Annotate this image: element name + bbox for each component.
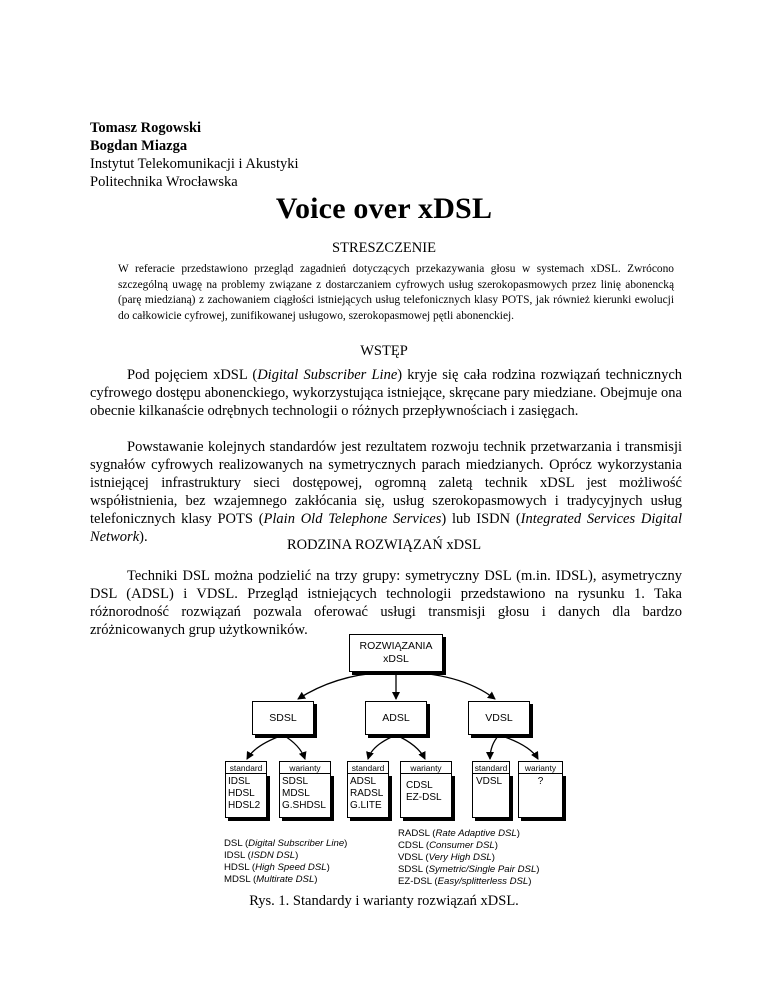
diagram-root-box (349, 634, 443, 672)
abstract-heading: STRESZCZENIE (332, 240, 436, 256)
legend-item: DSL (Digital Subscriber Line) (224, 838, 348, 849)
list-item: ? (537, 776, 544, 787)
adsl-variants-list (400, 773, 452, 818)
arrow-adsl-to-standard (368, 735, 396, 759)
legend-right (398, 828, 539, 888)
list-item: G.LITE (350, 800, 382, 811)
abstract-text: W referacie przedstawiono przegląd zagadnień dotyczących przekazywania głosu w systemach xDSL. Zwrócono szczególną uwagę na problemy związane z dostarczaniem cyfrowych usług szerokopasmowych przez linię abonencką (parę miedzianą) z zachowaniem ciągłości istniejących usług telefonicznych klasy POTS, jak również kierunki ewolucji do całkowicie cyfrowej, zunifikowanej usługowo, szerokopasmowej pętli abonenckiej. (118, 263, 674, 322)
list-item: HDSL (228, 788, 255, 799)
vdsl-box: VDSL (468, 701, 530, 735)
list-item: IDSL (228, 776, 251, 787)
arrow-root-to-vdsl (396, 672, 495, 699)
list-item: HDSL2 (228, 800, 261, 811)
vdsl-standard-list (472, 773, 510, 818)
list-item: ADSL (350, 776, 377, 787)
list-item: MDSL (282, 788, 310, 799)
list-item: G.SHDSL (282, 800, 326, 811)
list-item: VDSL (476, 776, 503, 787)
legend-item: IDSL (ISDN DSL) (224, 850, 299, 861)
intro-paragraph-2: Powstawanie kolejnych standardów jest rezultatem rozwoju technik przetwarzania i transmisji sygnałów cyfrowych realizowanych na symetrycznych parach miedzianych. Oprócz wykorzystania istniejącej infrastruktury sieci dostępowej, ogromną zaletą technik xDSL jest możliwość współistnienia, bez wzajemnego zakłócania się, usług szerokopasmowych i tradycyjnych usług telefonicznych klasy POTS (Plain Old Telephone Services) lub ISDN (Integrated Services Digital Network). (90, 439, 682, 545)
family-heading: RODZINA ROZWIĄZAŃ xDSL (286, 537, 482, 553)
arrow-adsl-to-variants (396, 735, 425, 759)
sdsl-standard-list (225, 773, 267, 818)
list-item: CDSL (406, 780, 433, 791)
sdsl-variants-header: warianty (279, 761, 331, 774)
legend-left (224, 838, 347, 886)
author-university: Politechnika Wrocławska (90, 174, 238, 190)
list-item: SDSL (282, 776, 309, 787)
legend-item: RADSL (Rate Adaptive DSL) (398, 828, 520, 839)
adsl-box: ADSL (365, 701, 427, 735)
arrow-sdsl-to-variants (283, 735, 305, 759)
author-name-2: Bogdan Miazga (90, 138, 188, 154)
vdsl-variants-header: warianty (518, 761, 563, 774)
family-paragraph-1: Techniki DSL można podzielić na trzy grupy: symetryczny DSL (m.in. IDSL), asymetryczny DSL (ADSL) i VDSL. Przegląd istniejących technologii przedstawiono na rysunku 1. Taka różnorodność rozwiązań pozwala oferować usługi transmisji głosu i danych dla bardzo zróżnicowanych grup użytkowników. (90, 568, 682, 638)
adsl-variants-header: warianty (400, 761, 452, 774)
legend-item: HDSL (High Speed DSL) (224, 862, 330, 873)
arrow-sdsl-to-standard (247, 735, 283, 759)
adsl-standard-header: standard (347, 761, 389, 774)
arrow-vdsl-to-variants (499, 735, 538, 759)
vdsl-standard-header: standard (472, 761, 510, 774)
author-institute: Instytut Telekomunikacji i Akustyki (90, 156, 299, 172)
adsl-standard-list (347, 773, 389, 818)
intro-heading: WSTĘP (360, 343, 408, 359)
paper-title: Voice over xDSL (275, 192, 493, 225)
legend-item: MDSL (Multirate DSL) (224, 874, 318, 885)
arrow-vdsl-to-standard (490, 735, 499, 759)
arrow-root-to-sdsl (298, 672, 396, 699)
legend-item: EZ-DSL (Easy/splitterless DSL) (398, 876, 532, 887)
list-item: EZ-DSL (406, 792, 442, 803)
legend-item: SDSL (Symetric/Single Pair DSL) (398, 864, 540, 875)
intro-paragraph-1: Pod pojęciem xDSL (Digital Subscriber Line) kryje się cała rodzina rozwiązań technicznych cyfrowego dostępu abonenckiego, wykorzystująca istniejące, skręcane pary miedziane. Obejmuje ona obecnie kilkanaście odrębnych technologii o różnych przepływnościach i zasięgach. (90, 367, 682, 419)
sdsl-box: SDSL (252, 701, 314, 735)
vdsl-variants-list (518, 773, 563, 818)
sdsl-standard-header: standard (225, 761, 267, 774)
figure-caption: Rys. 1. Standardy i warianty rozwiązań xDSL. (249, 893, 519, 909)
list-item: RADSL (350, 788, 384, 799)
root-label-line-2: xDSL (383, 653, 409, 665)
legend-item: VDSL (Very High DSL) (398, 852, 495, 863)
sdsl-variants-list (279, 773, 331, 818)
author-name-1: Tomasz Rogowski (90, 120, 202, 136)
legend-item: CDSL (Consumer DSL) (398, 840, 498, 851)
root-label-line-1: ROZWIĄZANIA (359, 640, 433, 652)
